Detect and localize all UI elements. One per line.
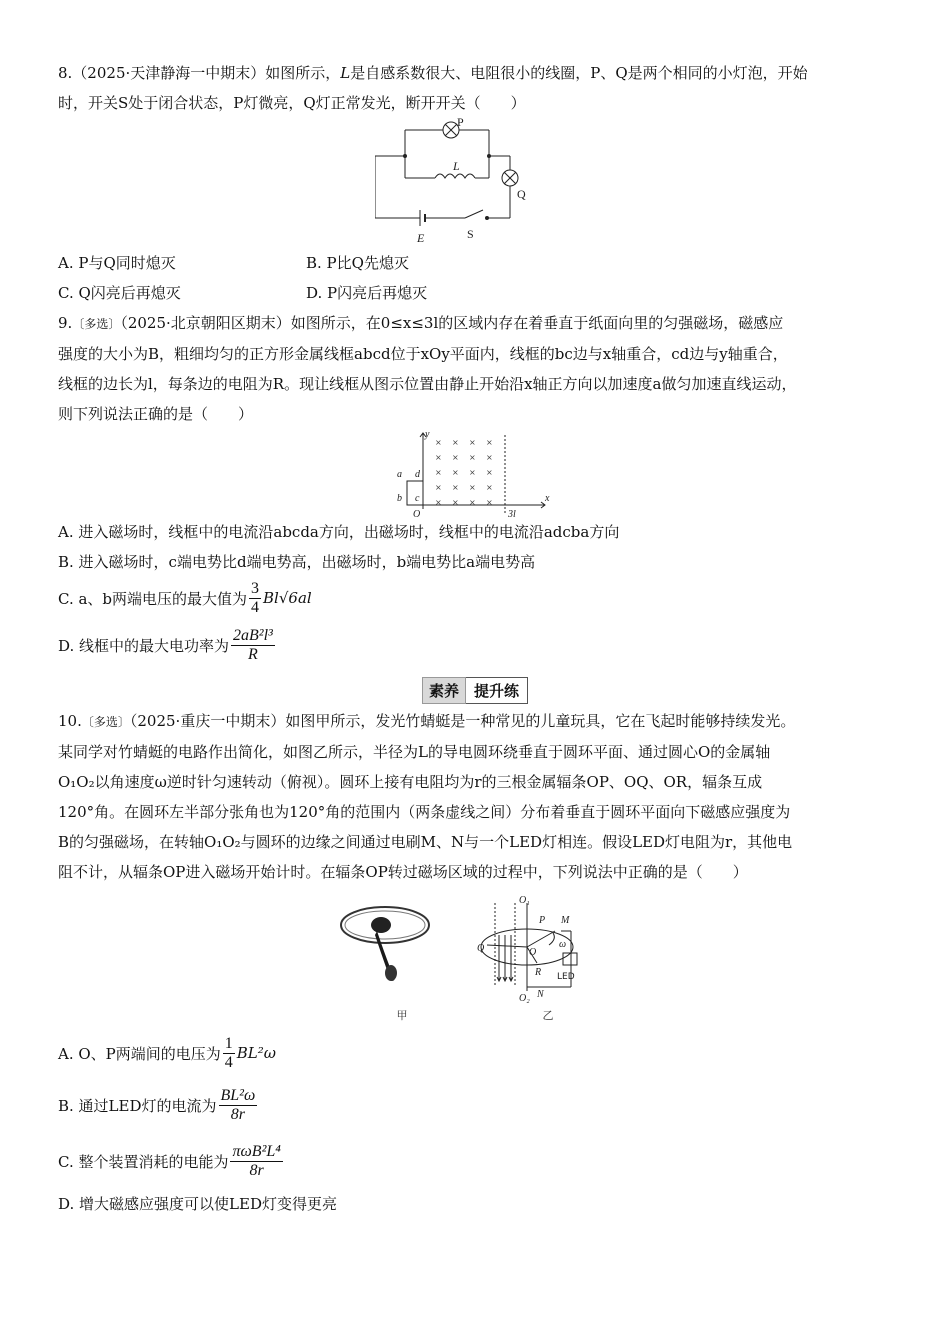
q10-option-c[interactable]: C. 整个装置消耗的电能为 $\frac{\text{πωB²L⁴}}{8r}$ <box>58 1142 281 1179</box>
field-cross: × <box>469 468 476 477</box>
label-omega: ω <box>559 939 567 950</box>
q9-d-fraction: $\frac{\text{2aB²l³}}{R}$ <box>233 626 273 663</box>
field-cross: × <box>469 498 476 507</box>
q10-figure-captions <box>58 1007 892 1023</box>
field-cross: × <box>486 468 493 477</box>
q8-option-c[interactable]: C. Q闪亮后再熄灭 <box>58 284 181 302</box>
label-c: c <box>415 493 420 504</box>
label-P: P <box>539 915 546 926</box>
q9-option-c[interactable]: C. a、b两端电压的最大值为 $\frac{3}{4}$ Bl√6al <box>58 579 312 616</box>
label-S: S <box>467 227 474 241</box>
question-10 <box>58 706 892 1219</box>
q9-option-a[interactable]: A. 进入磁场时，线框中的电流沿abcda方向，出磁场时，线框中的电流沿adcba方向 <box>58 523 620 541</box>
label-R: R <box>535 967 542 978</box>
q8-circuit-figure <box>375 118 575 248</box>
label-P: P <box>457 118 464 129</box>
field-cross: × <box>469 438 476 447</box>
q10-option-a[interactable]: A. O、P两端间的电压为 $\frac{1}{4}$ BL²ω <box>58 1034 276 1071</box>
q10-ring-figure <box>475 895 615 1005</box>
field-cross: × <box>435 498 442 507</box>
field-cross: × <box>469 453 476 462</box>
label-E: E <box>417 231 425 245</box>
q9-stem: 9.〔多选〕（2025·北京朝阳区期末）如图所示，在0≤x≤3l的区域内存在着垂直于纸面向里的匀强磁场，磁感应 强度的大小为B，粗细均匀的正方形金属线框abcd位于xOy平面内，线框的bc边与x轴重合，cd边与y轴重合， 线框的边长为l，每条边的电阻为R。现让线框从图示位置由静止开始沿x轴正方向以加速度a做匀加速直线运动， 则下列说法正确的是（ ） <box>58 314 797 423</box>
label-led: LED <box>557 972 575 982</box>
field-cross: × <box>452 468 459 477</box>
label-origin: O <box>413 509 421 517</box>
field-cross: × <box>486 438 493 447</box>
field-cross: × <box>469 483 476 492</box>
multi-select-tag: 〔多选〕 <box>81 715 130 729</box>
q9-option-b[interactable]: B. 进入磁场时，c端电势比d端电势高，出磁场时，b端电势比a端电势高 <box>58 553 536 571</box>
label-o2: O₂ <box>519 993 530 1004</box>
question-9 <box>58 308 892 671</box>
q9-c-fraction: $\frac{3}{4}$ <box>251 579 260 616</box>
field-cross: × <box>486 453 493 462</box>
caption-yi: 乙 <box>542 1009 554 1022</box>
q9-option-d[interactable]: D. 线框中的最大电功率为 $\frac{\text{2aB²l³}}{R}$ <box>58 626 273 663</box>
field-cross: × <box>452 438 459 447</box>
q10-stem: 10.〔多选〕（2025·重庆一中期末）如图甲所示，发光竹蜻蜓是一种常见的儿童玩具，它在飞起时能够持续发光。 某同学对竹蜻蜓的电路作出简化，如图乙所示，半径为L的导电圆环绕垂直于圆环平面、通过圆心O的金属轴 O₁O₂以角速度ω逆时针匀速转动（俯视）。圆环上接有电阻均为r的三根金属辐条OP、OQ、OR，辐条互成 120°角。在圆环左半部分张角也为120°角的范围内（两条虚线之间）分布着垂直于圆环平面向下磁感应强度为 B的匀强磁场，在转轴O₁O₂与圆环的边缘之间通过电刷M、N与一个LED灯相连。假设LED灯电阻为r，其他电 阻不计，从辐条OP进入磁场开始计时。在辐条OP转过磁场区域的过程中，下列说法中正确的是（ ） <box>58 712 796 881</box>
field-cross: × <box>452 498 459 507</box>
field-cross: × <box>435 438 442 447</box>
field-cross: × <box>486 483 493 492</box>
q8-stem: 8.（2025·天津静海一中期末）如图所示，L是自感系数很大、电阻很小的线圈，P、Q是两个相同的小灯泡，开始 时，开关S处于闭合状态，P灯微亮，Q灯正常发光，断开开关（ ） <box>58 64 808 112</box>
q10-figures <box>58 895 892 1005</box>
q10-a-fraction: $\frac{1}{4}$ <box>224 1034 233 1071</box>
field-cross: × <box>435 453 442 462</box>
label-o1: O₁ <box>519 895 530 906</box>
q10-b-fraction: $\frac{\text{BL²ω}}{8r}$ <box>220 1086 256 1123</box>
label-M: M <box>561 915 570 926</box>
label-b: b <box>397 493 402 504</box>
label-Q: Q <box>477 943 485 954</box>
label-O: O <box>529 947 537 958</box>
q8-option-b[interactable]: B. P比Q先熄灭 <box>306 254 409 272</box>
q8-options-row-1 <box>58 248 892 278</box>
q8-options-row-2 <box>58 278 892 308</box>
q10-c-fraction: $\frac{\text{πωB²L⁴}}{8r}$ <box>232 1142 281 1179</box>
label-3l: 3l <box>508 509 516 517</box>
label-x-axis: x <box>545 493 550 504</box>
field-cross: × <box>435 468 442 477</box>
label-a: a <box>397 469 402 480</box>
banner-right: 提升练 <box>466 677 528 704</box>
label-y-axis: y <box>425 429 430 440</box>
multi-select-tag: 〔多选〕 <box>72 317 121 331</box>
q9-field-figure <box>395 429 555 517</box>
label-N: N <box>537 989 544 1000</box>
label-d: d <box>415 469 420 480</box>
label-Q: Q <box>517 187 526 201</box>
page <box>58 58 892 1219</box>
section-banner <box>58 677 892 704</box>
question-8 <box>58 58 892 308</box>
field-cross: × <box>435 483 442 492</box>
q8-option-a[interactable]: A. P与Q同时熄灭 <box>58 254 176 272</box>
field-cross: × <box>452 483 459 492</box>
field-cross: × <box>452 453 459 462</box>
label-L: L <box>453 159 460 173</box>
q8-option-d[interactable]: D. P闪亮后再熄灭 <box>306 284 428 302</box>
field-cross: × <box>486 498 493 507</box>
banner-left: 素养 <box>422 677 466 704</box>
caption-jia: 甲 <box>396 1009 408 1022</box>
q10-option-b[interactable]: B. 通过LED灯的电流为 $\frac{\text{BL²ω}}{8r}$ <box>58 1086 256 1123</box>
dragonfly-toy-photo <box>335 895 435 985</box>
q10-option-d[interactable]: D. 增大磁感应强度可以使LED灯变得更亮 <box>58 1195 337 1213</box>
